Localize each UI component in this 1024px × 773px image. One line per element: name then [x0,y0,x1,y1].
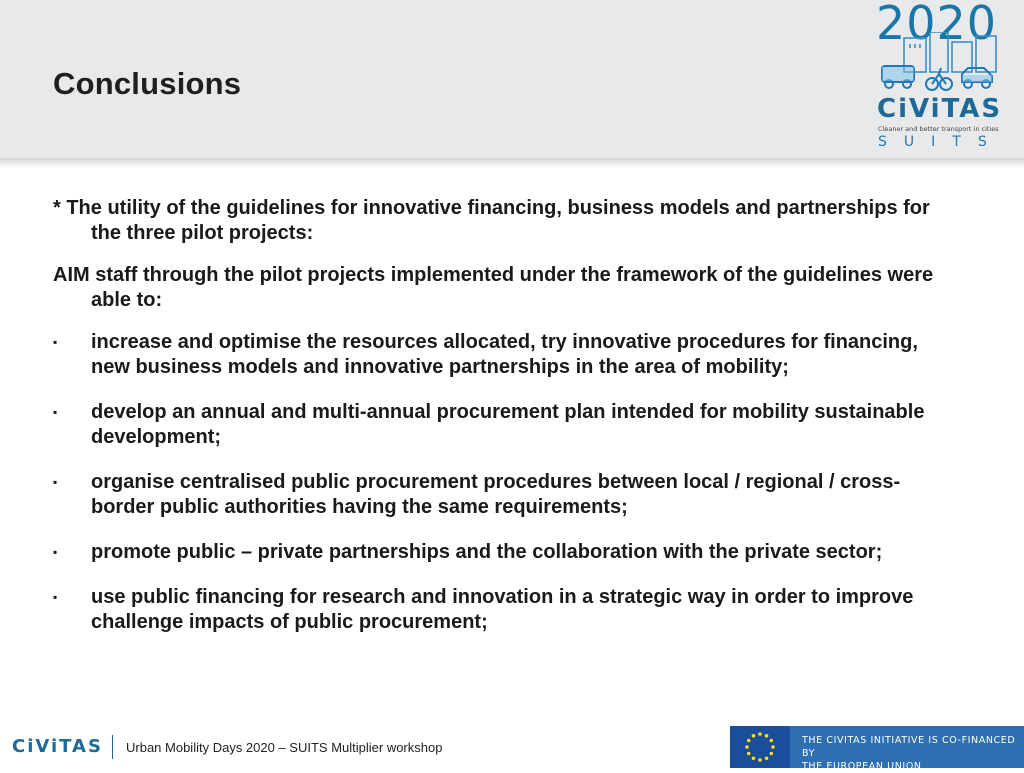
logo-tagline: Cleaner and better transport in cities [878,125,999,133]
bullet-item [53,540,953,565]
bullet-item [53,400,953,450]
eu-text-line1: THE CIVITAS INITIATIVE IS CO-FINANCED BY [802,735,1016,759]
bullet-item [53,585,953,635]
bullet-item [53,330,953,380]
footer-bar [0,726,1024,772]
logo-brand: CiViTAS [877,94,1003,124]
slide-title: Conclusions [53,66,242,101]
eu-stars-icon [730,726,790,768]
bullet-item [53,470,953,520]
slide-body [53,196,953,655]
aim-paragraph: AIM staff through the pilot projects implemented under the framework of the guidelines were able to: [53,264,934,311]
footer-separator [112,735,113,759]
bullet-square-icon: ▪ [53,545,58,559]
logo-project: SUITS [878,134,1004,150]
header-divider [0,158,1024,168]
logo-year: 2020 [876,0,998,50]
civitas-2020-logo [874,0,1010,152]
footer-civitas-logo: CiViTAS [12,736,103,757]
bullet-square-icon: ▪ [53,405,58,419]
bullet-text: promote public – private partnerships and the collaboration with the private sector; [91,541,883,563]
eu-flag-icon [730,726,790,768]
bullet-square-icon: ▪ [53,335,58,349]
bullet-square-icon: ▪ [53,590,58,604]
bullet-square-icon: ▪ [53,475,58,489]
bullet-text: use public financing for research and innovation in a strategic way in order to improve challenge impacts of public procurement; [91,586,914,633]
eu-cofinance-banner [730,726,1024,772]
bullet-text: increase and optimise the resources allocated, try innovative procedures for financing, new business models and innovative partnerships in the area of mobility; [91,331,918,378]
bullet-text: develop an annual and multi-annual procurement plan intended for mobility sustainable development; [91,401,925,448]
city-skyline-icon [874,32,1006,94]
eu-text-line2: THE EUROPEAN UNION [802,761,922,772]
bullet-text: organise centralised public procurement procedures between local / regional / cross-border public authorities having the same requirements; [91,471,901,518]
intro-paragraph: * The utility of the guidelines for innovative financing, business models and partnerships for the three pilot projects: [53,197,930,244]
footer-event-text: Urban Mobility Days 2020 – SUITS Multiplier workshop [126,740,443,755]
eu-cofinance-text [802,734,1024,773]
